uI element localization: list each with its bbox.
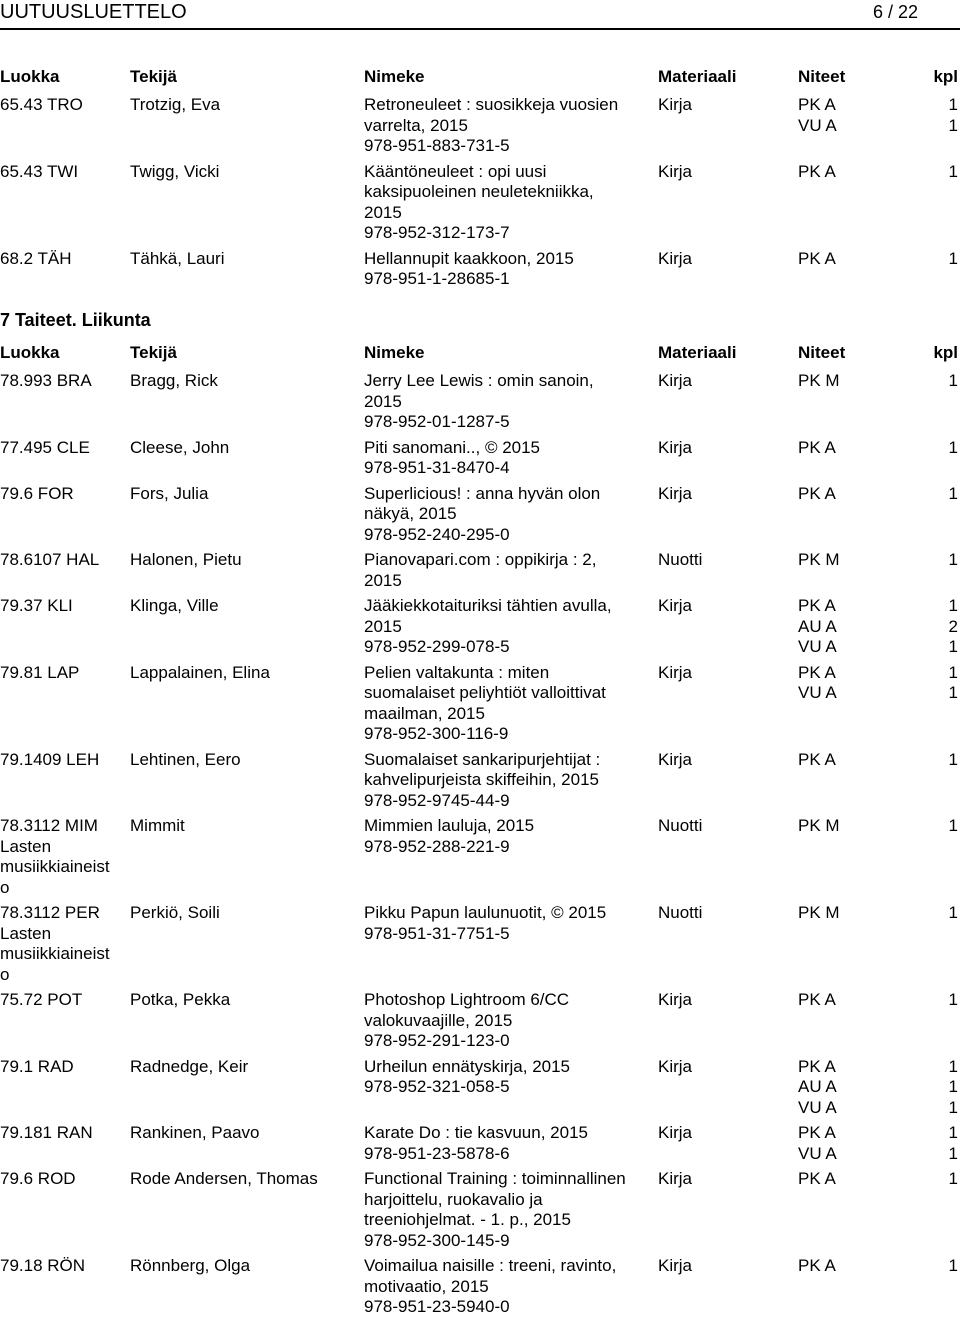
copy-count <box>918 249 958 270</box>
author-text: Trotzig, Eva <box>130 95 221 114</box>
copy-count <box>918 1169 958 1190</box>
classification-code <box>0 596 128 617</box>
title-info-line: 978-952-299-078-5 <box>364 637 510 656</box>
copy-count-line: 1 <box>948 1077 958 1096</box>
column-header-luokka: Luokka <box>0 343 60 362</box>
classification-code-line: 77.495 CLE <box>0 437 90 457</box>
title-info <box>364 750 654 812</box>
material-type-text: Kirja <box>658 437 693 457</box>
title-info-line: Pelien valtakunta : miten <box>364 662 550 682</box>
copy-location-line: PK A <box>798 483 836 503</box>
material-type <box>658 550 778 571</box>
catalog-list <box>0 95 960 295</box>
classification-code <box>0 1256 128 1277</box>
title-info-line: Voimailua naisille : treeni, ravinto, <box>364 1256 617 1275</box>
author <box>130 1256 360 1277</box>
author-text: Rode Andersen, Thomas <box>130 1169 318 1188</box>
title-info <box>364 95 654 157</box>
classification-code <box>0 484 128 505</box>
classification-code <box>0 816 128 898</box>
column-header-niteet: Niteet <box>798 343 846 362</box>
material-type <box>658 438 778 459</box>
title-info-line: 978-952-300-116-9 <box>364 724 509 743</box>
column-header-niteet: Niteet <box>798 67 846 86</box>
classification-code <box>0 162 128 183</box>
copy-location <box>798 95 898 136</box>
classification-code <box>0 1123 128 1144</box>
title-info-line: Mimmien lauluja, 2015 <box>364 816 535 835</box>
copy-count-line: 1 <box>948 1256 958 1275</box>
copy-count-line: 1 <box>948 1097 958 1117</box>
material-type-text: Kirja <box>658 749 693 769</box>
author-text: Lehtinen, Eero <box>130 749 241 769</box>
classification-code-line: 79.6 FOR <box>0 483 74 503</box>
catalog-row <box>0 1057 960 1124</box>
copy-count <box>918 903 958 924</box>
copy-count-line: 1 <box>948 95 958 114</box>
column-header-row <box>0 343 960 371</box>
copy-location-line: PK M <box>798 903 840 922</box>
classification-code-line: o <box>0 877 10 897</box>
catalog-row <box>0 438 960 484</box>
material-type <box>658 903 778 924</box>
catalog-row <box>0 1256 960 1323</box>
copy-count-line: 2 <box>948 616 958 636</box>
classification-code-line: musiikkiaineist <box>0 857 110 876</box>
copy-count-line: 1 <box>948 371 958 390</box>
author <box>130 1123 360 1144</box>
copy-count-line: 1 <box>948 662 958 682</box>
title-info <box>364 550 654 591</box>
author-text: Potka, Pekka <box>130 990 231 1009</box>
classification-code <box>0 249 128 270</box>
catalog-row <box>0 249 960 295</box>
classification-code <box>0 663 128 684</box>
author <box>130 816 360 837</box>
title-info-line: Piti sanomani.., © 2015 <box>364 437 541 457</box>
classification-code-line: 78.6107 HAL <box>0 550 100 569</box>
catalog-row <box>0 903 960 990</box>
column-header-luokka: Luokka <box>0 67 60 86</box>
material-type-text: Kirja <box>658 371 693 390</box>
material-type <box>658 95 778 116</box>
title-info-line: kahvelipurjeista skiffeihin, 2015 <box>364 770 599 789</box>
copy-count <box>918 816 958 837</box>
copy-count <box>918 1057 958 1119</box>
author <box>130 750 360 771</box>
title-info-line: Pikku Papun laulunuotit, © 2015 <box>364 903 607 922</box>
copy-count <box>918 1123 958 1164</box>
copy-location <box>798 371 898 392</box>
column-header-tekija: Tekijä <box>130 343 177 362</box>
title-info-line: 978-951-31-8470-4 <box>364 458 510 477</box>
title-info-line: 978-952-291-123-0 <box>364 1031 510 1050</box>
copy-location-line: PK A <box>798 749 836 769</box>
title-info <box>364 1123 654 1164</box>
title-info <box>364 990 654 1052</box>
title-info-line: Jääkiekkotaituriksi tähtien avulla, <box>364 596 612 615</box>
material-type-text: Kirja <box>658 1169 693 1188</box>
author <box>130 596 360 617</box>
material-type <box>658 249 778 270</box>
column-header-materiaali: Materiaali <box>658 67 737 86</box>
catalog-row <box>0 162 960 249</box>
material-type <box>658 1123 778 1144</box>
title-info-line: 978-951-1-28685-1 <box>364 269 510 288</box>
copy-location-line: PK A <box>798 1056 836 1076</box>
copy-count-line: 1 <box>948 115 958 135</box>
classification-code-line: 65.43 TRO <box>0 95 83 114</box>
catalog-row <box>0 596 960 663</box>
copy-location-line: PK A <box>798 437 836 457</box>
copy-count-line: 1 <box>948 749 958 769</box>
title-info-line: Superlicious! : anna hyvän olon <box>364 483 601 503</box>
title-info <box>364 596 654 658</box>
author <box>130 162 360 183</box>
column-header-nimeke: Nimeke <box>364 343 425 362</box>
copy-location <box>798 484 898 505</box>
title-info-line: motivaatio, 2015 <box>364 1276 489 1296</box>
copy-location <box>798 1169 898 1190</box>
classification-code-line: 79.1 RAD <box>0 1056 74 1076</box>
copy-location <box>798 550 898 571</box>
copy-count <box>918 596 958 658</box>
column-header-materiaali: Materiaali <box>658 343 737 362</box>
copy-count <box>918 95 958 136</box>
classification-code-line: 78.993 BRA <box>0 371 92 390</box>
author-text: Rankinen, Paavo <box>130 1123 260 1142</box>
column-header-row <box>0 67 960 95</box>
material-type-text: Kirja <box>658 248 693 268</box>
title-info-line: 978-951-883-731-5 <box>364 136 510 155</box>
copy-location <box>798 663 898 704</box>
author-text: Perkiö, Soili <box>130 903 220 922</box>
copy-location-line: VU A <box>798 115 837 135</box>
copy-count-line: 1 <box>948 1123 958 1142</box>
author-text: Cleese, John <box>130 437 230 457</box>
copy-location <box>798 162 898 183</box>
classification-code-line: Lasten <box>0 836 52 856</box>
material-type <box>658 371 778 392</box>
catalog-list <box>0 371 960 1323</box>
copy-location <box>798 990 898 1011</box>
classification-code <box>0 990 128 1011</box>
section-continued <box>0 67 960 295</box>
author <box>130 1169 360 1190</box>
page-number: 6 / 22 <box>872 2 918 22</box>
author-text: Twigg, Vicki <box>130 161 220 181</box>
title-info-line: Hellannupit kaakkoon, 2015 <box>364 248 574 268</box>
copy-count <box>918 1256 958 1277</box>
material-type <box>658 596 778 617</box>
copy-count-line: 1 <box>948 1169 958 1188</box>
title-info-line: 978-952-321-058-5 <box>364 1077 510 1096</box>
column-header-kpl: kpl <box>933 343 958 362</box>
classification-code <box>0 371 128 392</box>
copy-count-line: 1 <box>948 683 958 702</box>
header-divider <box>0 28 960 30</box>
author <box>130 249 360 270</box>
title-info-line: 978-952-288-221-9 <box>364 836 510 856</box>
material-type <box>658 990 778 1011</box>
author-text: Fors, Julia <box>130 483 209 503</box>
copy-count-line: 1 <box>948 903 958 922</box>
classification-code-line: 79.81 LAP <box>0 662 80 682</box>
title-info-line: Suomalaiset sankaripurjehtijat : <box>364 749 601 769</box>
title-info-line: näkyä, 2015 <box>364 504 457 523</box>
copy-location-line: PK A <box>798 1123 836 1142</box>
material-type-text: Kirja <box>658 483 693 503</box>
author-text: Radnedge, Keir <box>130 1056 249 1076</box>
copy-location-line: VU A <box>798 637 837 656</box>
copy-count-line: 1 <box>948 637 958 656</box>
title-info-line: 978-951-23-5878-6 <box>364 1143 510 1163</box>
classification-code-line: 65.43 TWI <box>0 161 79 181</box>
copy-location-line: PK A <box>798 662 836 682</box>
title-info-line: varrelta, 2015 <box>364 115 468 135</box>
classification-code-line: 79.6 ROD <box>0 1169 76 1188</box>
classification-code-line: 79.1409 LEH <box>0 749 100 769</box>
classification-code <box>0 1169 128 1190</box>
material-type <box>658 1256 778 1277</box>
copy-count-line: 1 <box>948 1056 958 1076</box>
column-header-nimeke: Nimeke <box>364 67 425 86</box>
title-info <box>364 1169 654 1251</box>
classification-code-line: 79.18 RÖN <box>0 1256 86 1275</box>
material-type-text: Kirja <box>658 1123 693 1142</box>
material-type-text: Kirja <box>658 662 693 682</box>
title-info <box>364 816 654 857</box>
copy-location-line: AU A <box>798 616 837 636</box>
author <box>130 371 360 392</box>
column-header-kpl: kpl <box>933 67 958 86</box>
author <box>130 1057 360 1078</box>
classification-code-line: 78.3112 PER <box>0 903 100 922</box>
copy-location <box>798 903 898 924</box>
title-info-line: kaksipuoleinen neuletekniikka, <box>364 182 594 201</box>
title-info-line: harjoittelu, ruokavalio ja <box>364 1189 543 1209</box>
copy-location-line: PK A <box>798 95 836 114</box>
copy-location-line: PK A <box>798 248 836 268</box>
title-info-line: Functional Training : toiminnallinen <box>364 1169 626 1188</box>
material-type-text: Kirja <box>658 1256 693 1275</box>
title-info-line: 2015 <box>364 202 402 222</box>
classification-code <box>0 1057 128 1078</box>
classification-code <box>0 95 128 116</box>
title-info-line: 978-952-240-295-0 <box>364 524 510 544</box>
material-type-text: Kirja <box>658 596 693 615</box>
catalog-row <box>0 1169 960 1256</box>
copy-count <box>918 371 958 392</box>
copy-location-line: PK M <box>798 550 840 569</box>
title-info-line: Jerry Lee Lewis : omin sanoin, <box>364 371 594 390</box>
title-info-line: 2015 <box>364 570 402 590</box>
title-info <box>364 484 654 546</box>
copy-count <box>918 162 958 183</box>
material-type <box>658 816 778 837</box>
copy-count-line: 1 <box>948 550 958 569</box>
title-info-line: 2015 <box>364 616 402 636</box>
document-title: UUTUUSLUETTELO <box>0 1 187 23</box>
title-info-line: Pianovapari.com : oppikirja : 2, <box>364 550 597 569</box>
copy-location <box>798 249 898 270</box>
section-title: 7 Taiteet. Liikunta <box>0 310 151 330</box>
copy-count-line: 1 <box>948 990 958 1009</box>
title-info-line: Photoshop Lightroom 6/CC <box>364 990 570 1009</box>
copy-location <box>798 438 898 459</box>
title-info <box>364 1057 654 1098</box>
material-type-text: Kirja <box>658 990 693 1009</box>
title-info <box>364 663 654 745</box>
author <box>130 484 360 505</box>
copy-location <box>798 1057 898 1119</box>
material-type <box>658 1057 778 1078</box>
material-type-text: Kirja <box>658 161 693 181</box>
title-info <box>364 438 654 479</box>
title-info-line: 978-952-9745-44-9 <box>364 790 510 810</box>
copy-count-line: 1 <box>948 483 958 503</box>
title-info-line: suomalaiset peliyhtiöt valloittivat <box>364 683 606 702</box>
copy-location <box>798 1256 898 1277</box>
catalog-row <box>0 663 960 750</box>
material-type-text: Nuotti <box>658 903 703 922</box>
classification-code-line: Lasten <box>0 923 52 943</box>
catalog-row <box>0 990 960 1057</box>
copy-count <box>918 663 958 704</box>
copy-location-line: VU A <box>798 683 837 702</box>
copy-location-line: PK M <box>798 816 840 835</box>
material-type-text: Kirja <box>658 95 693 114</box>
classification-code-line: 68.2 TÄH <box>0 248 72 268</box>
material-type-text: Nuotti <box>658 816 703 835</box>
material-type-text: Kirja <box>658 1056 693 1076</box>
copy-location-line: VU A <box>798 1097 837 1117</box>
copy-location <box>798 816 898 837</box>
author <box>130 95 360 116</box>
classification-code <box>0 438 128 459</box>
copy-location-line: PK A <box>798 990 836 1009</box>
material-type <box>658 750 778 771</box>
classification-code <box>0 550 128 571</box>
title-info-line: Kääntöneuleet : opi uusi <box>364 161 547 181</box>
copy-location <box>798 1123 898 1164</box>
classification-code-line: musiikkiaineist <box>0 944 110 963</box>
material-type <box>658 1169 778 1190</box>
catalog-row <box>0 371 960 438</box>
catalog-row <box>0 95 960 162</box>
title-info-line: 978-952-01-1287-5 <box>364 412 510 431</box>
title-info-line: 2015 <box>364 391 402 411</box>
copy-location <box>798 750 898 771</box>
author <box>130 438 360 459</box>
title-info-line: Urheilun ennätyskirja, 2015 <box>364 1056 571 1076</box>
catalog-row <box>0 1123 960 1169</box>
copy-location-line: PK M <box>798 371 840 390</box>
copy-location-line: PK A <box>798 161 836 181</box>
copy-count <box>918 484 958 505</box>
classification-code-line: 78.3112 MIM <box>0 816 98 835</box>
classification-code <box>0 750 128 771</box>
author-text: Mimmit <box>130 816 185 835</box>
title-info-line: 978-951-23-5940-0 <box>364 1297 510 1316</box>
copy-location-line: PK A <box>798 1256 836 1275</box>
classification-code-line: 75.72 POT <box>0 990 83 1009</box>
section-taiteet-liikunta <box>0 309 960 1323</box>
column-header-tekija: Tekijä <box>130 67 177 86</box>
copy-count-line: 1 <box>948 596 958 615</box>
author <box>130 663 360 684</box>
title-info-line: valokuvaajille, 2015 <box>364 1010 513 1030</box>
author-text: Rönnberg, Olga <box>130 1256 251 1275</box>
title-info-line: maailman, 2015 <box>364 703 485 723</box>
catalog-row <box>0 750 960 817</box>
catalog-row <box>0 484 960 551</box>
copy-count-line: 1 <box>948 1143 958 1163</box>
copy-count-line: 1 <box>948 437 958 457</box>
classification-code-line: 79.181 RAN <box>0 1123 93 1142</box>
author-text: Bragg, Rick <box>130 371 218 390</box>
page-header <box>0 0 960 28</box>
catalog-row <box>0 816 960 903</box>
author-text: Tähkä, Lauri <box>130 248 225 268</box>
title-info-line: 978-952-312-173-7 <box>364 223 510 242</box>
material-type-text: Nuotti <box>658 550 703 569</box>
copy-count <box>918 550 958 571</box>
material-type <box>658 663 778 684</box>
author-text: Halonen, Pietu <box>130 550 242 569</box>
material-type <box>658 484 778 505</box>
title-info-line: 978-951-31-7751-5 <box>364 923 510 943</box>
copy-location-line: PK A <box>798 596 836 615</box>
title-info <box>364 903 654 944</box>
copy-location <box>798 596 898 658</box>
author-text: Klinga, Ville <box>130 596 219 615</box>
author-text: Lappalainen, Elina <box>130 662 270 682</box>
title-info <box>364 249 654 290</box>
copy-count <box>918 990 958 1011</box>
classification-code <box>0 903 128 985</box>
copy-location-line: PK A <box>798 1169 836 1188</box>
author <box>130 903 360 924</box>
title-info <box>364 371 654 433</box>
title-info-line: Karate Do : tie kasvuun, 2015 <box>364 1123 588 1142</box>
title-info-line: Retroneuleet : suosikkeja vuosien <box>364 95 619 114</box>
title-info-line: 978-952-300-145-9 <box>364 1230 510 1250</box>
copy-count <box>918 438 958 459</box>
copy-location-line: VU A <box>798 1143 837 1163</box>
copy-count-line: 1 <box>948 161 958 181</box>
title-info-line: treeniohjelmat. - 1. p., 2015 <box>364 1210 571 1229</box>
author <box>130 990 360 1011</box>
copy-location-line: AU A <box>798 1077 837 1096</box>
title-info <box>364 162 654 244</box>
catalog-row <box>0 550 960 596</box>
material-type <box>658 162 778 183</box>
title-info <box>364 1256 654 1318</box>
copy-count-line: 1 <box>948 248 958 268</box>
copy-count-line: 1 <box>948 816 958 835</box>
author <box>130 550 360 571</box>
copy-count <box>918 750 958 771</box>
classification-code-line: 79.37 KLI <box>0 596 73 615</box>
classification-code-line: o <box>0 964 10 984</box>
